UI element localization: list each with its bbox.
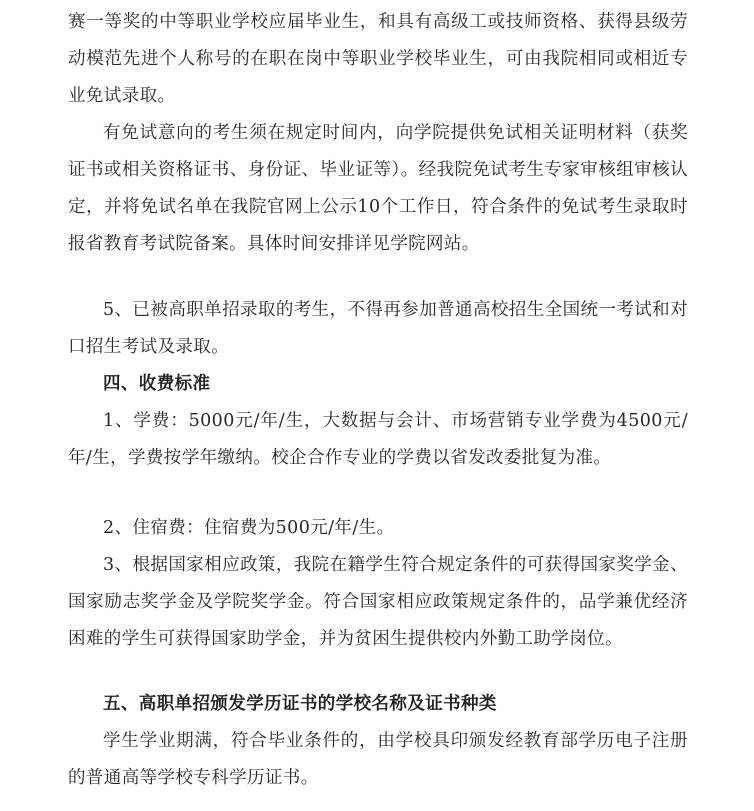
paragraph-graduation-certificate: 学生学业期满，符合毕业条件的，由学校具印颁发经教育部学历电子注册的普通高等学校专科学历证书。 bbox=[68, 731, 688, 788]
paragraph-scholarships: 3、根据国家相应政策，我院在籍学生符合规定条件的可获得国家奖学金、国家励志奖学金及学院奖学金。符合国家相应政策规定条件的，品学兼优经济困难的学生可获得国家助学金，并为贫困生提供校内外勤工助学岗位。 bbox=[68, 555, 688, 649]
paragraph-tuition: 1、学费：5000元/年/生，大数据与会计、市场营销专业学费为4500元/年/生，学费按学年缴纳。校企合作专业的学费以省发改委批复为准。 bbox=[68, 411, 688, 468]
section-heading-fees: 四、收费标准 bbox=[103, 374, 211, 394]
paragraph-item-5: 5、已被高职单招录取的考生，不得再参加普通高校招生全国统一考试和对口招生考试及录取。 bbox=[68, 300, 688, 357]
paragraph-exam-exemption-eligibility: 赛一等奖的中等职业学校应届毕业生，和具有高级工或技师资格、获得县级劳动模范先进个人称号的在职在岗中等职业学校毕业生，可由我院相同或相近专业免试录取。 bbox=[68, 12, 688, 106]
paragraph-accommodation: 2、住宿费：住宿费为500元/年/生。 bbox=[103, 518, 395, 538]
paragraph-exemption-procedure: 有免试意向的考生须在规定时间内，向学院提供免试相关证明材料（获奖证书或相关资格证书、身份证、毕业证等）。经我院免试考生专家审核组审核认定，并将免试名单在我院官网上公示10个工作日，符合条件的免试考生录取时报省教育考试院备案。具体时间安排详见学院网站。 bbox=[68, 123, 688, 254]
section-heading-certificate: 五、高职单招颁发学历证书的学校名称及证书种类 bbox=[103, 694, 497, 714]
